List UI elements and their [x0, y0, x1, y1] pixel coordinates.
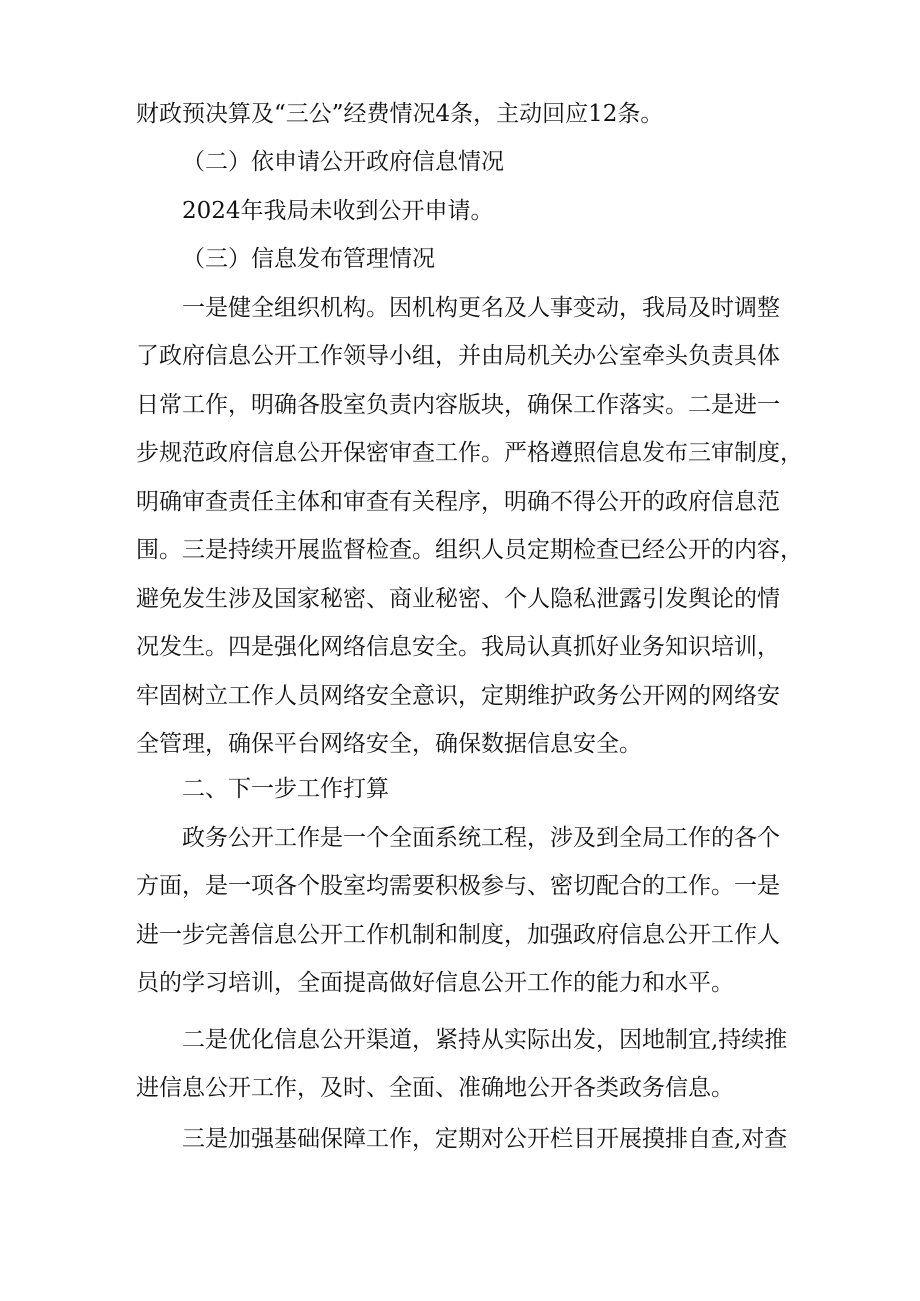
text-line: 避免发生涉及国家秘密、商业秘密、个人隐私泄露引发舆论的情 [136, 586, 780, 612]
text-line: 围。三是持续开展监督检查。组织人员定期检查已经公开的内容， [136, 537, 803, 563]
text-line: 二是优化信息公开渠道，紧持从实际出发，因地制宜,持续推 [182, 1027, 788, 1053]
text-line: 日常工作，明确各股室负责内容版块，确保工作落实。二是进一 [136, 392, 780, 418]
section-heading: 二、下一步工作打算 [182, 776, 389, 802]
text-line: 政务公开工作是一个全面系统工程，涉及到全局工作的各个 [182, 825, 780, 851]
text-line: 了政府信息公开工作领导小组，并由局机关办公室牵头负责具体 [136, 343, 780, 369]
text-line: 况发生。四是强化网络信息安全。我局认真抓好业务知识培训， [136, 634, 780, 660]
text-line: 明确审查责任主体和审查有关程序，明确不得公开的政府信息范 [136, 489, 780, 515]
section-heading: （二）依申请公开政府信息情况 [182, 149, 504, 175]
text-line: 牢固树立工作人员网络安全意识，定期维护政务公开网的网络安 [136, 683, 780, 709]
text-line: 进信息公开工作，及时、全面、准确地公开各类政务信息。 [136, 1075, 734, 1101]
text-line: 一是健全组织机构。因机构更名及人事变动，我局及时调整 [182, 295, 780, 321]
text-line: 方面，是一项各个股室均需要积极参与、密切配合的工作。一是 [136, 873, 780, 899]
text-line: 三是加强基础保障工作，定期对公开栏目开展摸排自查,对查 [182, 1126, 788, 1152]
text-line: 2024年我局未收到公开申请。 [182, 198, 494, 224]
text-line: 进一步完善信息公开工作机制和制度，加强政府信息公开工作人 [136, 922, 780, 948]
section-heading: （三）信息发布管理情况 [182, 246, 435, 272]
text-line: 步规范政府信息公开保密审查工作。严格遵照信息发布三审制度， [136, 440, 803, 466]
text-line: 财政预决算及“三公”经费情况4条，主动回应12条。 [136, 101, 664, 127]
text-line: 全管理，确保平台网络安全，确保数据信息安全。 [136, 731, 642, 757]
text-line: 员的学习培训，全面提高做好信息公开工作的能力和水平。 [136, 970, 734, 996]
